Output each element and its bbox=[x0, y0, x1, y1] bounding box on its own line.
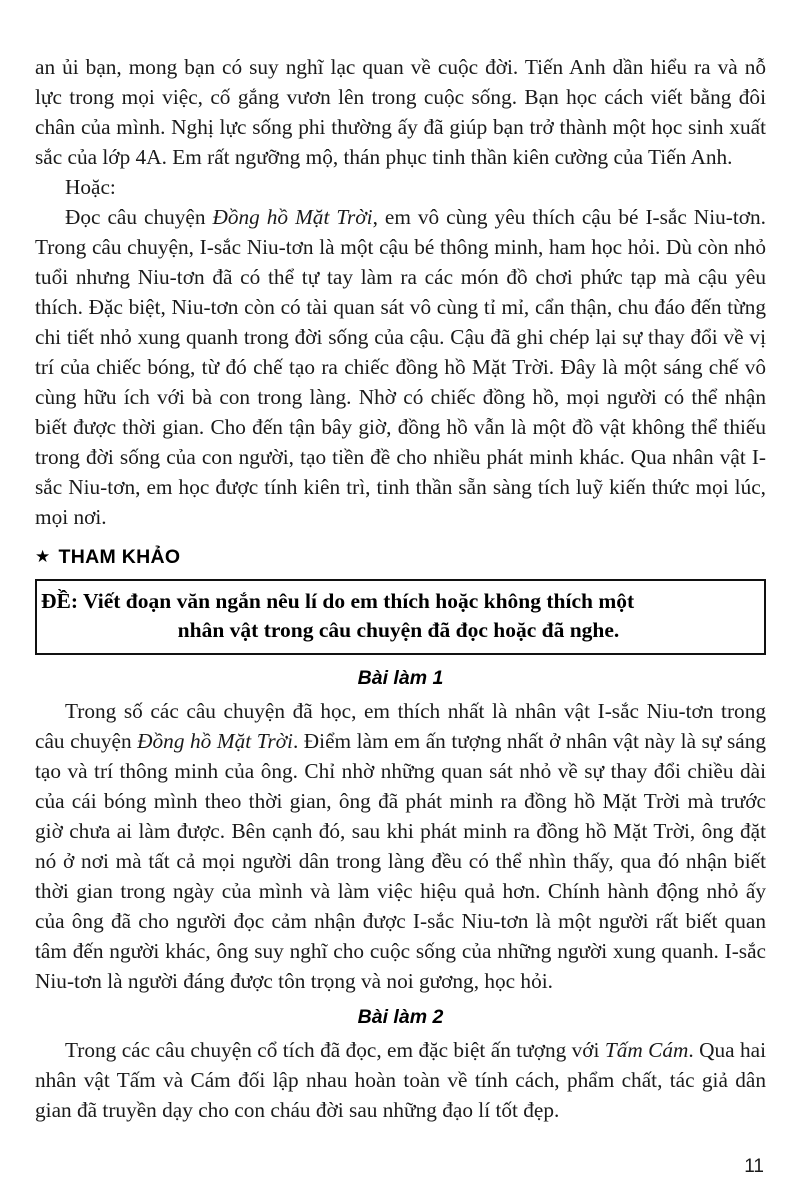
intro-paragraph-2 bbox=[35, 202, 766, 532]
intro-paragraph-2-part1: Đọc câu chuyện bbox=[65, 205, 213, 229]
intro-paragraph-1: an ủi bạn, mong bạn có suy nghĩ lạc quan về cuộc đời. Tiến Anh dần hiểu ra và nỗ lực trong mọi việc, cố gắng vươn lên trong cuộc sống. Bạn học cách viết bằng đôi chân của mình. Nghị lực sống phi thường ấy đã giúp bạn trở thành một học sinh xuất sắc của lớp 4A. Em rất ngưỡng mộ, thán phục tinh thần kiên cường của Tiến Anh. bbox=[35, 55, 766, 169]
essay-2-part1: Trong các câu chuyện cổ tích đã đọc, em đặc biệt ấn tượng với bbox=[65, 1038, 605, 1062]
prompt-line-2: nhân vật trong câu chuyện đã đọc hoặc đã nghe. bbox=[177, 618, 620, 642]
prompt-line-1: ĐỀ: Viết đoạn văn ngắn nêu lí do em thích hoặc không thích một bbox=[41, 589, 635, 613]
intro-paragraph-2-part2: , em vô cùng yêu thích cậu bé I-sắc Niu-tơn. Trong câu chuyện, I-sắc Niu-tơn là một cậu bé thông minh, ham học hỏi. Dù còn nhỏ tuổi nhưng Niu-tơn đã có thể tự tay làm ra các món đồ chơi phức tạp mà cậu yêu thích. Đặc biệt, Niu-tơn còn có tài quan sát vô cùng tỉ mỉ, cẩn thận, chu đáo đến từng chi tiết nhỏ xung quanh trong đời sống của cậu. Cậu đã ghi chép lại sự thay đổi về vị trí của chiếc bóng, từ đó chế tạo ra chiếc đồng hồ Mặt Trời. Đây là một sáng chế vô cùng hữu ích với bà con trong làng. Nhờ có chiếc đồng hồ, mọi người có thể nhận biết được thời gian. Cho đến tận bây giờ, đồng hồ vẫn là một đồ vật không thể thiếu trong đời sống của con người, tạo tiền đề cho nhiều phát minh khác. Qua nhân vật I-sắc Niu-tơn, em học được tính kiên trì, tinh thần sẵn sàng tích luỹ kiến thức mọi lúc, mọi nơi. bbox=[35, 205, 766, 529]
prompt-box bbox=[35, 579, 766, 655]
essay-1-part2: . Điểm làm em ấn tượng nhất ở nhân vật này là sự sáng tạo và trí thông minh của ông. Chỉ nhờ những quan sát nhỏ về sự thay đổi chiều dài của cái bóng mình theo thời gian, ông đã phát minh ra đồng hồ Mặt Trời mà trước giờ chưa ai làm được. Bên cạnh đó, sau khi phát minh ra đồng hồ Mặt Trời, ông đặt nó ở nơi mà tất cả mọi người dân trong làng đều có thể nhìn thấy, qua đó nhận biết thời gian trong ngày của mình và làm việc hiệu quả hơn. Chính hành động nhỏ ấy của ông đã cho người đọc cảm nhận được I-sắc Niu-tơn là một người rất biết quan tâm đến người khác, ông suy nghĩ cho cuộc sống của những người xung quanh. I-sắc Niu-tơn là người đáng được tôn trọng và noi gương, học hỏi. bbox=[35, 729, 767, 993]
reference-heading-label: THAM KHẢO bbox=[58, 546, 181, 568]
alternative-label: Hoặc: bbox=[65, 175, 116, 199]
essay-2-part2: . Qua hai nhân vật Tấm và Cám đối lập nhau hoàn toàn về tính cách, phẩm chất, tác giả dân gian đã truyền dạy cho con cháu đời sau những đạo lí tốt đẹp. bbox=[35, 1038, 766, 1122]
essay-2-story-title: Tấm Cám bbox=[604, 1038, 689, 1062]
essay-body-1 bbox=[35, 696, 766, 996]
essay-1-story-title: Đồng hồ Mặt Trời bbox=[137, 729, 293, 753]
essay-1-part1: Trong số các câu chuyện đã học, em thích nhất là nhân vật I-sắc Niu-tơn trong câu chuyện bbox=[35, 699, 766, 753]
essay-body-2 bbox=[35, 1035, 766, 1125]
page-number: 11 bbox=[744, 1156, 764, 1177]
essay-heading-1: Bài làm 1 bbox=[357, 667, 444, 689]
prompt-text bbox=[41, 587, 756, 645]
reference-heading bbox=[35, 546, 766, 569]
essay-heading-2: Bài làm 2 bbox=[357, 1006, 444, 1028]
story-title-dong-ho-mat-troi: Đồng hồ Mặt Trời bbox=[212, 205, 373, 229]
star-icon: ★ bbox=[35, 547, 51, 566]
